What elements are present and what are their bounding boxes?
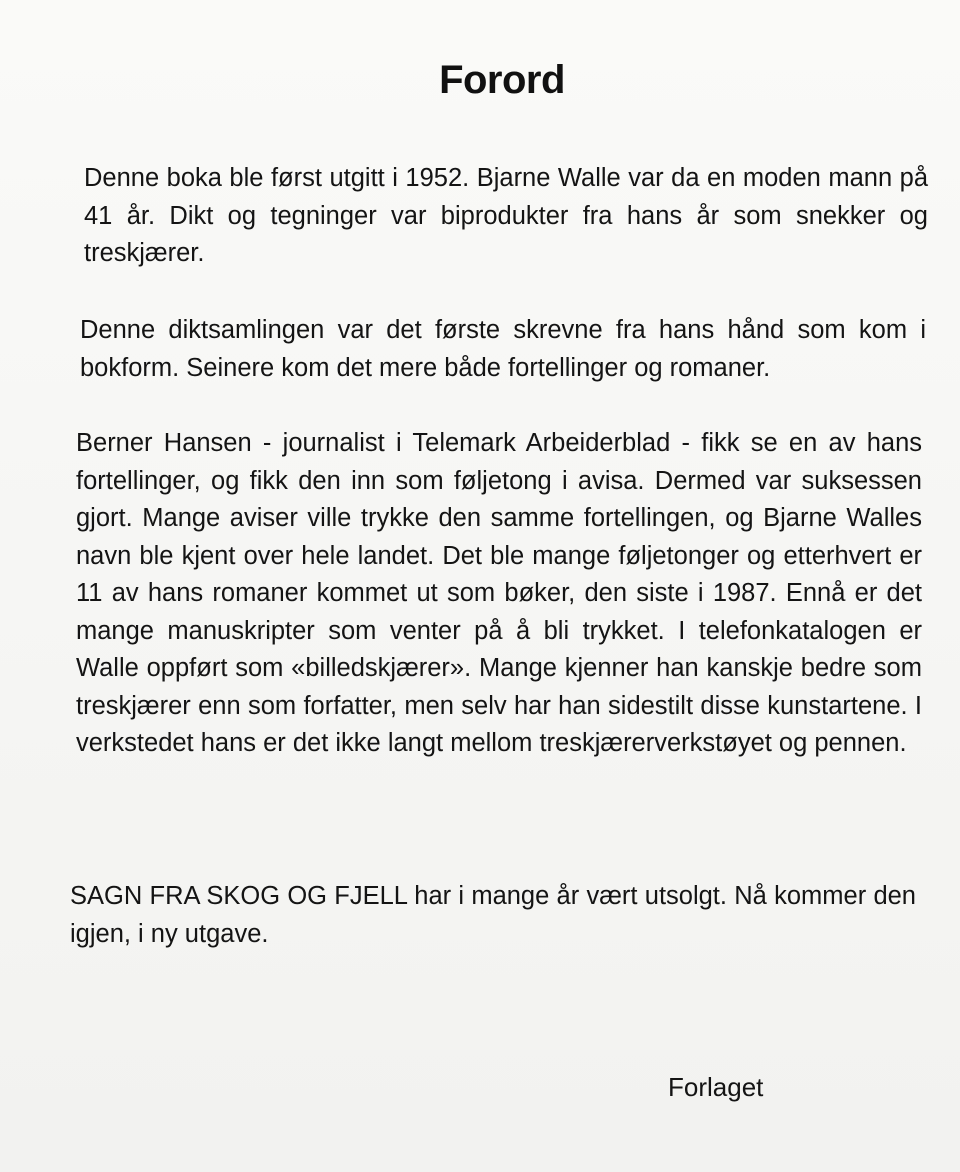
paragraph-2: Denne diktsamlingen var det første skrevne fra hans hånd som kom i bokform. Seinere kom det mere både fortellinger og romaner.	[80, 316, 926, 382]
paragraph-4: SAGN FRA SKOG OG FJELL har i mange år vært utsolgt. Nå kommer den igjen, i ny utgave.	[70, 882, 916, 948]
page-title: Forord	[439, 58, 565, 102]
signature: Forlaget	[668, 1072, 764, 1102]
paragraph-3: Berner Hansen - journalist i Telemark Arbeiderblad - fikk se en av hans fortellinger, og fikk den inn som føljetong i avisa. Dermed var suksessen gjort. Mange aviser ville trykke den samme fortellingen, og Bjarne Walles navn ble kjent over hele landet. Det ble mange føljetonger og etterhvert er 11 av hans romaner kommet ut som bøker, den siste i 1987. Ennå er det mange manuskripter som venter på å bli trykket. I telefonkatalogen er Walle oppført som «billedskjærer». Mange kjenner han kanskje bedre som treskjærer enn som forfatter, men selv har han sidestilt disse kunstartene. I verkstedet hans er det ikke langt mellom treskjærerverkstøyet og pennen.	[76, 429, 922, 757]
paragraph-1: Denne boka ble først utgitt i 1952. Bjarne Walle var da en moden mann på 41 år. Dikt og tegninger var biprodukter fra hans år som snekker og treskjærer.	[84, 164, 928, 267]
